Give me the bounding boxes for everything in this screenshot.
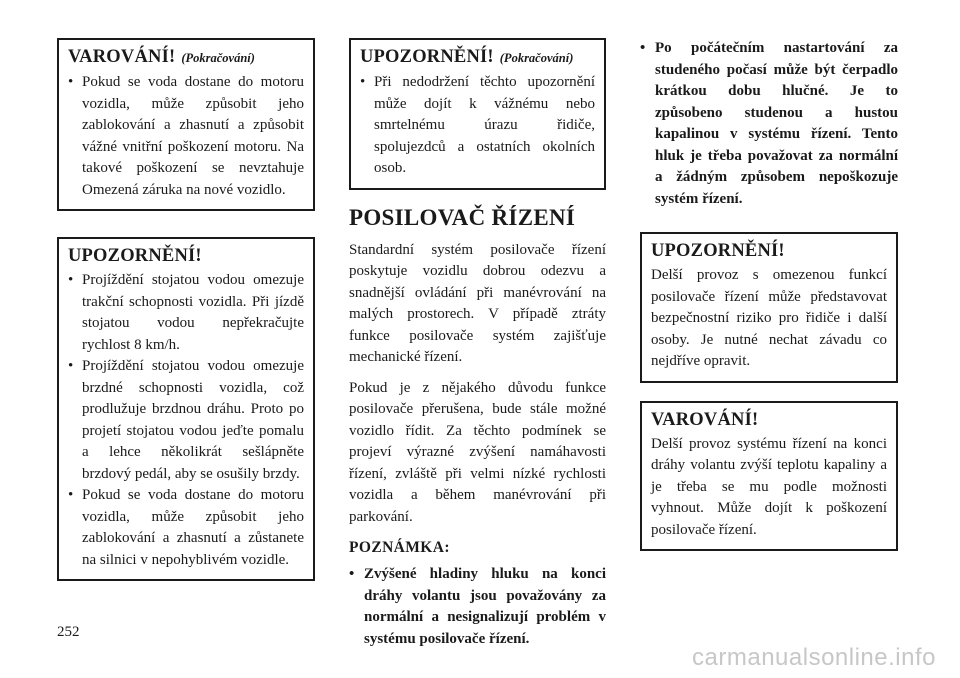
list-item: • Projíždění stojatou vodou omezuje trakční schopnosti vozidla. Při jízdě stojatou vodou nepřekračujte rychlost 8 km/h. (68, 270, 304, 356)
caution-box-continued (349, 38, 606, 190)
caution-list (360, 72, 595, 180)
list-item: • Projíždění stojatou vodou omezuje brzdné schopnosti vozidla, což prodlužuje brzdnou dráhu. Proto po projetí stojatou vodou jeďte pomalu a lehce několikrát sešlápněte brzdový pedál, aby se osušily brzdy. (68, 356, 304, 485)
warning-list (68, 72, 304, 201)
caution-text: Delší provoz s omezenou funkcí posilovače řízení může představovat bezpečnostní riziko pro řidiče i další osoby. Je nutné nechat závadu co nejdříve opravit. (651, 267, 887, 369)
warning-box-continued (57, 38, 315, 211)
list-item: • Pokud se voda dostane do motoru vozidla, může způsobit jeho zablokování a zhasnutí a způsobit vážné vnitřní poškození motoru. Na takové poškození se nevztahuje Omezená záruka na nové vozidlo. (68, 72, 304, 201)
caution-box (640, 232, 898, 383)
list-item: • Pokud se voda dostane do motoru vozidla, může způsobit jeho zablokování a zhasnutí a zůstanete na silnici v nepohyblivém vozidle. (68, 485, 304, 571)
note-title: POZNÁMKA: (349, 539, 450, 556)
list-item: • Při nedodržení těchto upozornění může dojít k vážnému nebo smrtelnému úrazu řidiče, spolujezdců a ostatních okolních osob. (360, 72, 595, 180)
note-item: • Zvýšené hladiny hluku na konci dráhy volantu jsou považovány za normální a nesignalizují problém v systému posilovače řízení. (349, 564, 606, 650)
continued-label: (Pokračování) (499, 51, 574, 65)
note-list (640, 38, 898, 210)
middle-column (349, 38, 606, 650)
warning-text: Delší provoz systému řízení na konci dráhy volantu zvýší teplotu kapaliny a je třeba se mu podle možnosti vyhnout. Může dojít k poškození posilovače řízení. (651, 435, 887, 538)
paragraph: Standardní systém posilovače řízení poskytuje vozidlu dobrou odezvu a snadnější ovládání při manévrování na malých prostorech. V případě ztráty funkce posilovače systém zajišťuje mechanické řízení. (349, 241, 606, 365)
caution-title: UPOZORNĚNÍ! (Pokračování) (360, 47, 574, 67)
page-number: 252 (57, 624, 80, 640)
caution-box (57, 237, 315, 581)
warning-title: VAROVÁNÍ! (651, 409, 759, 430)
warning-box (640, 401, 898, 552)
note-list (349, 564, 606, 650)
section-title: POSILOVAČ ŘÍZENÍ (349, 204, 576, 230)
left-column (57, 38, 315, 581)
right-column (640, 38, 898, 551)
continued-label: (Pokračování) (181, 51, 255, 65)
paragraph: Pokud je z nějakého důvodu funkce posilovače přerušena, bude stále možné vozidlo řídit. Za těchto podmínek se projeví výrazné zvýšení namáhavosti řízení, zvláště při velmi nízké rychlosti vozidla a během manévrování při parkování. (349, 379, 606, 525)
warning-title: VAROVÁNÍ! (Pokračování) (68, 47, 255, 67)
note-item: • Po počátečním nastartování za studeného počasí může být čerpadlo krátkou dobu hlučné. Je to způsobeno studenou a hustou kapalinou v systému řízení. Tento hluk je třeba považovat za normální a žádným způsobem nepoškozuje systém řízení. (640, 38, 898, 210)
caution-list (68, 270, 304, 571)
caution-title: UPOZORNĚNÍ! (651, 241, 785, 261)
caution-title: UPOZORNĚNÍ! (68, 246, 202, 266)
watermark: carmanualsonline.info (692, 644, 936, 671)
